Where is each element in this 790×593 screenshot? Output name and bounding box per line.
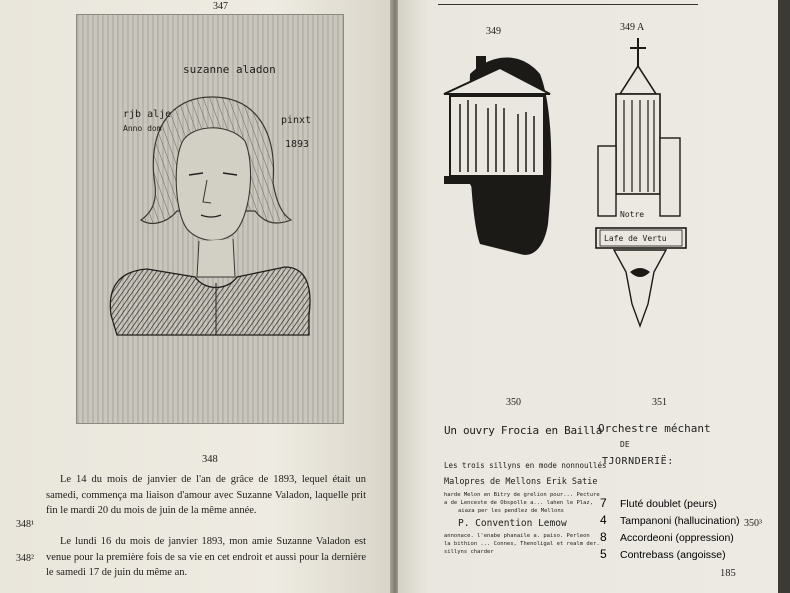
score-350-line-6: P. Convention Lemow [458, 518, 567, 529]
organ-349a-label-top: Notre [620, 210, 645, 219]
header-rule [438, 4, 698, 5]
organ-349a-label-bottom: Lafe de Vertu [604, 234, 667, 243]
instrument-count: 7 [600, 496, 607, 510]
margin-note-348-2: 348² [16, 553, 34, 564]
score-350-title: Un ouvry Frocia en Bailla [444, 424, 603, 437]
figure-number-350: 350 [506, 397, 521, 408]
figure-number-349: 349 [486, 26, 501, 37]
right-page [398, 0, 778, 593]
page-number-right: 185 [720, 568, 736, 579]
instrument-row [600, 494, 740, 511]
score-350-line-9: sillyns charder [444, 549, 494, 555]
instrument-list [600, 494, 740, 562]
paragraph-348-2: Le lundi 16 du mois de janvier 1893, mon amie Suzanne Valadon est venue pour la première fois de sa vie en cet endroit et aussi pour la dernière le samedi 17 de juin du même an. [46, 536, 366, 578]
margin-note-350-3: 350³ [744, 518, 762, 529]
score-350-line-1: Les trois sillyns en mode nonnoullés [444, 461, 607, 470]
score-350-line-4: a de Lenceste de Obspolle a... lahen le Plaz, [444, 500, 594, 506]
instrument-count: 8 [600, 530, 607, 544]
instrument-name: Contrebass (angoisse) [620, 549, 726, 561]
instrument-count: 4 [600, 513, 607, 527]
figure-number-348: 348 [202, 454, 218, 465]
instrument-count: 5 [600, 547, 607, 561]
left-page [0, 0, 392, 593]
instrument-row [600, 528, 740, 545]
instrument-row [600, 545, 740, 562]
valadon-portrait-drawing [76, 14, 344, 424]
margin-note-348-1: 348¹ [16, 519, 34, 530]
score-350-line-5: aiaza per les pendlez de Mellons [458, 508, 564, 514]
score-350-line-7: annonace. l'enabe phanaile a. paiso. Perleon [444, 533, 590, 539]
instrument-name: Fluté doublet (peurs) [620, 498, 717, 510]
score-351-title-1: Orchestre méchant [598, 422, 711, 435]
score-350-line-2: Malopres de Mellons Erik Satie [444, 477, 598, 487]
score-351-title-2: DE [620, 440, 630, 449]
figure-number-351: 351 [652, 397, 667, 408]
portrait-drawing-graphic [77, 15, 343, 423]
score-350-line-3: harde Melon en Bitry de grelion pour... Pecture [444, 492, 600, 498]
score-350-line-8: la bithion ... Connes, Thenoligal et realm der. [444, 541, 600, 547]
organ-drawing-349a [594, 36, 694, 336]
score-351-title-3: TJORNDERIË: [602, 456, 674, 467]
instrument-row [600, 511, 740, 528]
figure-number-349a: 349 A [620, 22, 645, 33]
table-background-edge [778, 0, 790, 593]
drawing-inscription-left-1: rjb alje [123, 109, 172, 120]
page-number-left: 347 [213, 1, 228, 12]
paragraph-348-1: Le 14 du mois de janvier de l'an de grâce de 1893, lequel était un samedi, commença ma liaison d'amour avec Suzanne Valadon, laquelle prit fin le mardi 20 du mois de juin de la même année. [46, 474, 366, 516]
drawing-inscription-left-2: Anno dom [123, 124, 162, 133]
drawing-inscription-right-2: 1893 [285, 139, 310, 150]
drawing-inscription-right-1: pinxt [281, 115, 312, 126]
instrument-name: Accordeoni (oppression) [620, 532, 734, 544]
instrument-name: Tampanoni (hallucination) [620, 515, 740, 527]
drawing-name-inscription: suzanne aladon [183, 63, 276, 76]
organ-drawing-349 [440, 44, 560, 264]
